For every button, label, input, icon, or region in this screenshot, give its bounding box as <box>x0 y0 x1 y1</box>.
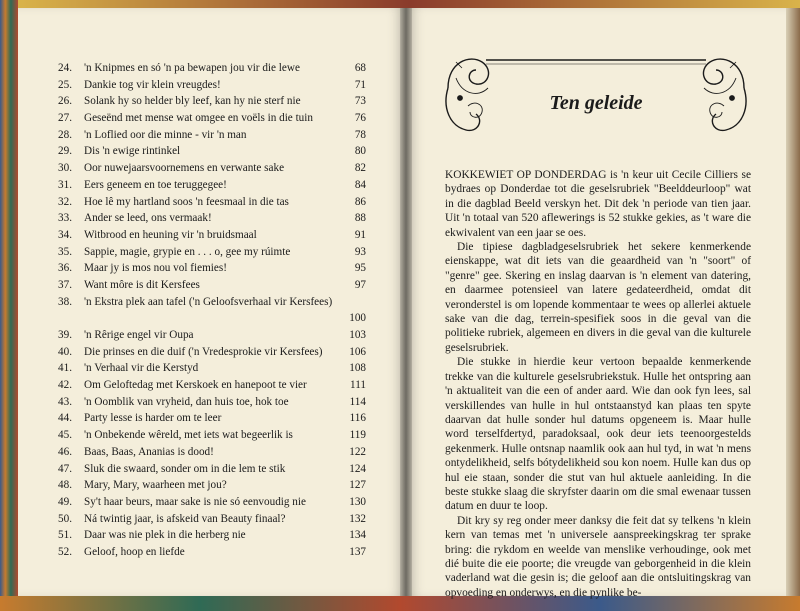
body-paragraph: Dit kry sy reg onder meer danksy die feit dat sy telkens 'n klein kern van temas met 'n universele aanspreekingskrag ter sprake bring: die rykdom en weelde van menslike verhoudinge, ook met dié buite die eie poorte; die vreugde van geborgenheid in die klein vaderland wat die gesin is; die geloof aan die ontsluitingskrag van opvoeding en onderwys, en die pynlike be- <box>445 514 751 599</box>
toc-entry-title: Ná twintig jaar, is afskeid van Beauty finaal? <box>84 512 286 525</box>
toc-entry <box>58 544 378 561</box>
toc-entry-title: Dis 'n ewige rintinkel <box>84 145 181 158</box>
page-edge-right <box>786 8 800 596</box>
body-paragraph: KOKKEWIET OP DONDERDAG is 'n keur uit Cecile Cilliers se bydraes op Donderdae tot die geselsrubriek "Beelddeurloop" wat in die dagblad Beeld verskyn het. Dit dek 'n periode van tien jaar. Uit 'n totaal van 520 aflewerings is 52 stukke gekies, as 't ware die ekwivalent van een jaar se oes. <box>445 169 751 239</box>
toc-entry-page: 111 <box>350 379 366 392</box>
toc-entry-title: Witbrood en heuning vir 'n bruidsmaal <box>84 228 257 241</box>
toc-entry-page: 103 <box>349 329 366 342</box>
toc-entry <box>58 244 378 261</box>
toc-entry-title: 'n Loflied oor die minne - vir 'n man <box>84 128 247 141</box>
toc-entry-title: Dankie tog vir klein vreugdes! <box>84 78 221 91</box>
toc-entry <box>58 260 378 277</box>
toc-entry <box>58 427 378 444</box>
toc-entry-page: 132 <box>349 512 366 525</box>
toc-entry-number: 24. <box>58 62 72 74</box>
toc-entry-title: 'n Knipmes en só 'n pa bewapen jou vir die lewe <box>84 62 300 74</box>
toc-entry-title: Die prinses en die duif ('n Vredesprokie vir Kersfees) <box>84 345 323 358</box>
toc-entry <box>58 410 378 427</box>
toc-entry-number: 35. <box>58 245 72 258</box>
toc-entry-page: 78 <box>354 128 366 141</box>
toc-entry <box>58 93 378 110</box>
body-text <box>445 168 751 600</box>
toc-entry-number: 31. <box>58 178 72 191</box>
toc-entry-number: 34. <box>58 228 72 241</box>
table-of-contents <box>58 60 378 561</box>
toc-entry-page: 68 <box>354 62 366 74</box>
toc-entry-number: 41. <box>58 362 72 375</box>
toc-entry-page: 82 <box>354 162 366 175</box>
toc-entry-title: Eers geneem en toe teruggegee! <box>84 178 227 191</box>
toc-entry-number: 38. <box>58 295 72 308</box>
toc-entry-number: 44. <box>58 412 72 425</box>
toc-entry-title: 'n Rêrige engel vir Oupa <box>84 329 194 342</box>
toc-entry <box>58 294 378 327</box>
toc-entry <box>58 527 378 544</box>
toc-entry <box>58 377 378 394</box>
toc-entry-page: 84 <box>354 178 366 191</box>
toc-entry <box>58 494 378 511</box>
toc-entry <box>58 461 378 478</box>
toc-entry-title: Geseënd met mense wat omgee en voëls in die tuin <box>84 112 313 125</box>
toc-entry-page: 93 <box>354 245 366 258</box>
toc-entry <box>58 60 378 77</box>
toc-entry-title: 'n Onbekende wêreld, met iets wat begeerlik is <box>84 429 293 442</box>
toc-entry-page: 73 <box>354 95 366 108</box>
toc-entry-page: 127 <box>349 479 366 492</box>
toc-entry-title: Daar was nie plek in die herberg nie <box>84 529 246 542</box>
toc-entry-title: 'n Ekstra plek aan tafel ('n Geloofsverhaal vir Kersfees) <box>84 295 333 308</box>
toc-entry-page: 137 <box>349 545 366 558</box>
body-paragraph: Die tipiese dagbladgeselsrubriek het sekere kenmerkende eienskappe, wat dit iets van die geaardheid van 'n "soort" of "genre" gee. Skering en inslag daarvan is 'n element van datering, en daarmee potensieel van latere gedateerdheid, omdat dit veronderstel is om lopende kommentaar te wees op allerlei aktuele sake van die dag, terrein-spesifiek soos in die geval van die politieke rubriek, algemeen en divers in die geval van die kulturele geselsrubriek. <box>445 241 751 354</box>
toc-entry-page: 108 <box>349 362 366 375</box>
toc-entry-page: 124 <box>349 462 366 475</box>
toc-entry-page: 130 <box>349 495 366 508</box>
toc-entry-number: 32. <box>58 195 72 208</box>
toc-entry-page: 119 <box>349 429 366 442</box>
toc-entry-title: Party lesse is harder om te leer <box>84 412 222 425</box>
toc-entry-page: 134 <box>349 529 366 542</box>
toc-entry-page: 100 <box>349 312 366 325</box>
toc-entry-number: 51. <box>58 529 72 542</box>
toc-entry-page: 76 <box>354 112 366 125</box>
toc-entry-title: Baas, Baas, Ananias is dood! <box>84 445 214 458</box>
toc-entry-page: 91 <box>354 228 366 241</box>
toc-entry <box>58 444 378 461</box>
toc-entry-page: 80 <box>354 145 366 158</box>
toc-entry-title: Geloof, hoop en liefde <box>84 545 185 558</box>
toc-entry-number: 49. <box>58 495 72 508</box>
toc-entry-page: 106 <box>349 345 366 358</box>
toc-entry-number: 25. <box>58 78 72 91</box>
toc-entry-number: 43. <box>58 395 72 408</box>
toc-entry-title: Om Geloftedag met Kerskoek en hanepoot te vier <box>84 379 307 392</box>
toc-entry-title: Want môre is dit Kersfees <box>84 278 200 291</box>
toc-entry-page: 86 <box>354 195 366 208</box>
toc-entry <box>58 160 378 177</box>
toc-entry-number: 45. <box>58 429 72 442</box>
toc-entry-page: 95 <box>354 262 366 275</box>
toc-entry-number: 33. <box>58 212 72 225</box>
toc-entry-title: Sappie, magie, grypie en . . . o, gee my rúimte <box>84 245 291 258</box>
book-gutter <box>400 8 412 596</box>
toc-entry <box>58 277 378 294</box>
toc-entry <box>58 194 378 211</box>
toc-entry-title: Solank hy so helder bly leef, kan hy nie sterf nie <box>84 95 301 108</box>
toc-entry <box>58 477 378 494</box>
toc-entry <box>58 394 378 411</box>
toc-entry-page: 97 <box>354 278 366 291</box>
toc-entry-title: Hoe lê my hartland soos 'n feesmaal in die tas <box>84 195 289 208</box>
toc-entry-page: 71 <box>354 78 366 91</box>
toc-entry-number: 47. <box>58 462 72 475</box>
toc-entry-title: Maar jy is mos nou vol fiemies! <box>84 262 227 275</box>
toc-entry <box>58 344 378 361</box>
toc-entry-page: 114 <box>349 395 366 408</box>
toc-entry-page: 88 <box>354 212 366 225</box>
toc-entry-number: 50. <box>58 512 72 525</box>
toc-entry-page: 122 <box>349 445 366 458</box>
toc-entry-title: Sy't haar beurs, maar sake is nie só eenvoudig nie <box>84 495 306 508</box>
toc-entry-number: 42. <box>58 379 72 392</box>
toc-entry-page: 116 <box>349 412 366 425</box>
toc-entry-number: 52. <box>58 545 72 558</box>
toc-entry <box>58 127 378 144</box>
toc-entry-title: Sluk die swaard, sonder om in die lem te stik <box>84 462 286 475</box>
toc-entry-title: 'n Verhaal vir die Kerstyd <box>84 362 199 375</box>
toc-entry <box>58 110 378 127</box>
toc-entry-number: 48. <box>58 479 72 492</box>
toc-entry <box>58 511 378 528</box>
toc-entry-number: 29. <box>58 145 72 158</box>
toc-entry <box>58 77 378 94</box>
page-heading: Ten geleide <box>549 92 643 114</box>
toc-entry <box>58 327 378 344</box>
toc-entry <box>58 360 378 377</box>
toc-entry-number: 26. <box>58 95 72 108</box>
toc-entry-number: 28. <box>58 128 72 141</box>
toc-entry-title: 'n Oomblik van vryheid, dan huis toe, hok toe <box>84 395 289 408</box>
toc-entry-number: 46. <box>58 445 72 458</box>
toc-entry <box>58 210 378 227</box>
body-paragraph: Die stukke in hierdie keur vertoon bepaalde kenmerkende trekke van die kulturele geselsrubriekstuk. Hulle het ontspring aan 'n aktualiteit van die een of ander aard. Wie dan ook fyn lees, sal verskillendes van hulle in hul ontstaanstyd kan plaas ten spyte daarvan dat hulle sonder hul datums opgeneem is. Maar hulle word terselfdertyd, paradoksaal, ook deur iets teenoorgestelds gekenmerk. Hulle ontsnap naamlik ook aan hul tyd, in wat 'n mens ontydelikheid, selfs bótydelikheid sou kon noem. Hulle kan dus op hul eie staan, sonder die stut van hul aktuele aanleiding. In die beste stukke slaag die skryfster daarin om die smal ewenaar tussen datum en duur te loop. <box>445 356 751 513</box>
toc-entry-number: 27. <box>58 112 72 125</box>
toc-entry-number: 37. <box>58 278 72 291</box>
toc-entry-title: Ander se leed, ons vermaak! <box>84 212 212 225</box>
toc-entry-title: Oor nuwejaarsvoornemens en verwante sake <box>84 162 285 175</box>
toc-entry <box>58 143 378 160</box>
toc-entry <box>58 177 378 194</box>
toc-entry <box>58 227 378 244</box>
book-cover-edge-top <box>18 0 800 8</box>
toc-entry-number: 30. <box>58 162 72 175</box>
toc-entry-number: 40. <box>58 345 72 358</box>
toc-entry-number: 36. <box>58 262 72 275</box>
toc-entry-number: 39. <box>58 329 72 342</box>
book-cover-edge-left <box>0 0 18 611</box>
toc-entry-title: Mary, Mary, waarheen met jou? <box>84 479 227 492</box>
